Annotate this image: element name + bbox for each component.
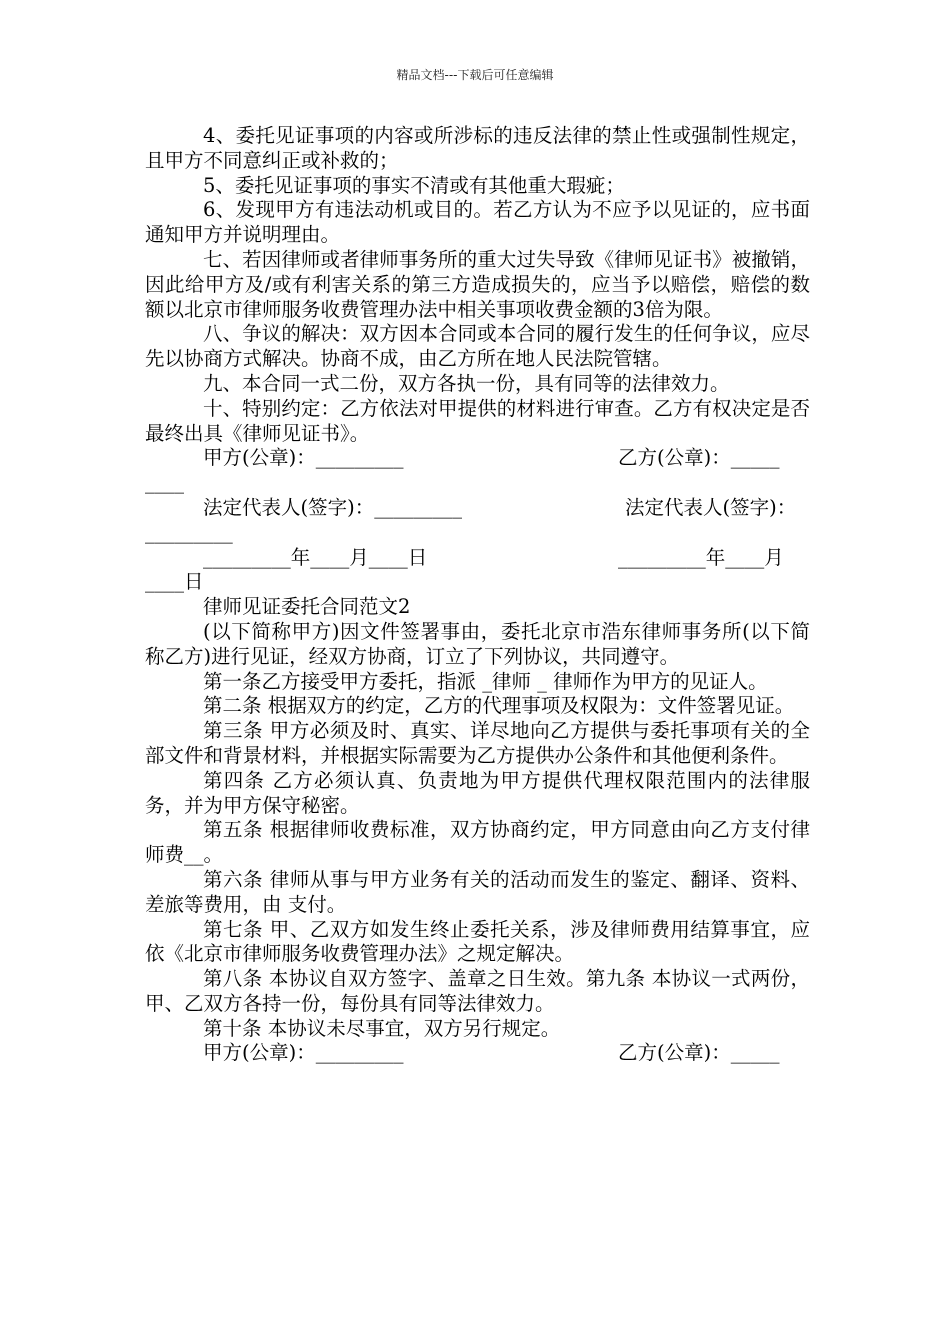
- party-a-seal-2: 甲方(公章)：_________: [203, 1041, 404, 1065]
- page-header: 精品文档---下载后可任意编辑: [396, 68, 554, 82]
- section-2-article-6: 第六条 律师从事与甲方业务有关的活动而发生的鉴定、翻译、资料、差旅等费用，由 支付。: [145, 867, 810, 916]
- signature2-party-line: [145, 1041, 810, 1066]
- section-2-article-3: 第三条 甲方必须及时、真实、详尽地向乙方提供与委托事项有关的全部文件和背景材料，并根据实际需要为乙方提供办公条件和其他便利条件。: [145, 719, 810, 767]
- section-2-article-5: 第五条 根据律师收费标准，双方协商约定，甲方同意由向乙方支付律师费__。: [145, 818, 810, 867]
- party-b-seal-2: 乙方(公章)：_____: [618, 1041, 780, 1065]
- party-b-date-wrap: ____日: [145, 570, 204, 594]
- article-7: 七、若因律师或者律师事务所的重大过失导致《律师见证书》被撤销，因此给甲方及/或有利害关系的第三方造成损失的，应当予以赔偿，赔偿的数额以北京市律师服务收费管理办法中相关事项收费金额的3倍为限。: [145, 247, 810, 321]
- article-8: 八、争议的解决：双方因本合同或本合同的履行发生的任何争议，应尽先以协商方式解决。协商不成，由乙方所在地人民法院管辖。: [145, 322, 810, 371]
- party-b-seal: 乙方(公章)：_____: [618, 446, 780, 470]
- document-body: [145, 124, 810, 1066]
- clause-6: 6、发现甲方有违法动机或目的。若乙方认为不应予以见证的，应书面通知甲方并说明理由。: [145, 198, 810, 247]
- clause-4: 4、委托见证事项的内容或所涉标的违反法律的禁止性或强制性规定，且甲方不同意纠正或补救的；: [145, 124, 810, 172]
- party-a-representative: 法定代表人(签字)：_________: [203, 495, 462, 519]
- section-2-article-2: 第二条 根据双方的约定，乙方的代理事项及权限为：文件签署见证。: [203, 694, 795, 718]
- signature-date-line: [145, 546, 810, 571]
- article-9: 九、本合同一式二份，双方各执一份，具有同等的法律效力。: [203, 371, 730, 395]
- section-2-article-7: 第七条 甲、乙双方如发生终止委托关系，涉及律师费用结算事宜，应依《北京市律师服务收费管理办法》之规定解决。: [145, 917, 810, 966]
- party-b-seal-wrap: ____: [145, 471, 184, 495]
- section-2-title: 律师见证委托合同范文2: [203, 595, 411, 619]
- signature-party-line: [145, 446, 810, 471]
- party-b-representative-wrap: _________: [145, 520, 233, 544]
- section-2-article-4: 第四条 乙方必须认真、负责地为甲方提供代理权限范围内的法律服务，并为甲方保守秘密。: [145, 768, 810, 817]
- clause-5: 5、委托见证事项的事实不清或有其他重大瑕疵；: [203, 173, 625, 197]
- party-b-date: _________年____月: [618, 545, 784, 569]
- section-2-article-1: 第一条乙方接受甲方委托，指派 _律师 _ 律师作为甲方的见证人。: [203, 669, 768, 693]
- signature-rep-line: [145, 496, 810, 521]
- article-10: 十、特别约定：乙方依法对甲提供的材料进行审查。乙方有权决定是否最终出具《律师见证书》。: [145, 396, 810, 445]
- party-a-date: _________年____月____日: [203, 545, 428, 569]
- party-a-seal: 甲方(公章)：_________: [203, 446, 404, 470]
- section-2-preamble: (以下简称甲方)因文件签署事由，委托北京市浩东律师事务所(以下简称乙方)进行见证，经双方协商，订立了下列协议，共同遵守。: [145, 619, 810, 668]
- party-b-representative: 法定代表人(签字)：: [625, 495, 797, 519]
- section-2-article-10: 第十条 本协议未尽事宜，双方另行规定。: [203, 1016, 561, 1040]
- section-2-article-8-9: 第八条 本协议自双方签字、盖章之日生效。第九条 本协议一式两份，甲、乙双方各持一份，每份具有同等法律效力。: [145, 967, 810, 1015]
